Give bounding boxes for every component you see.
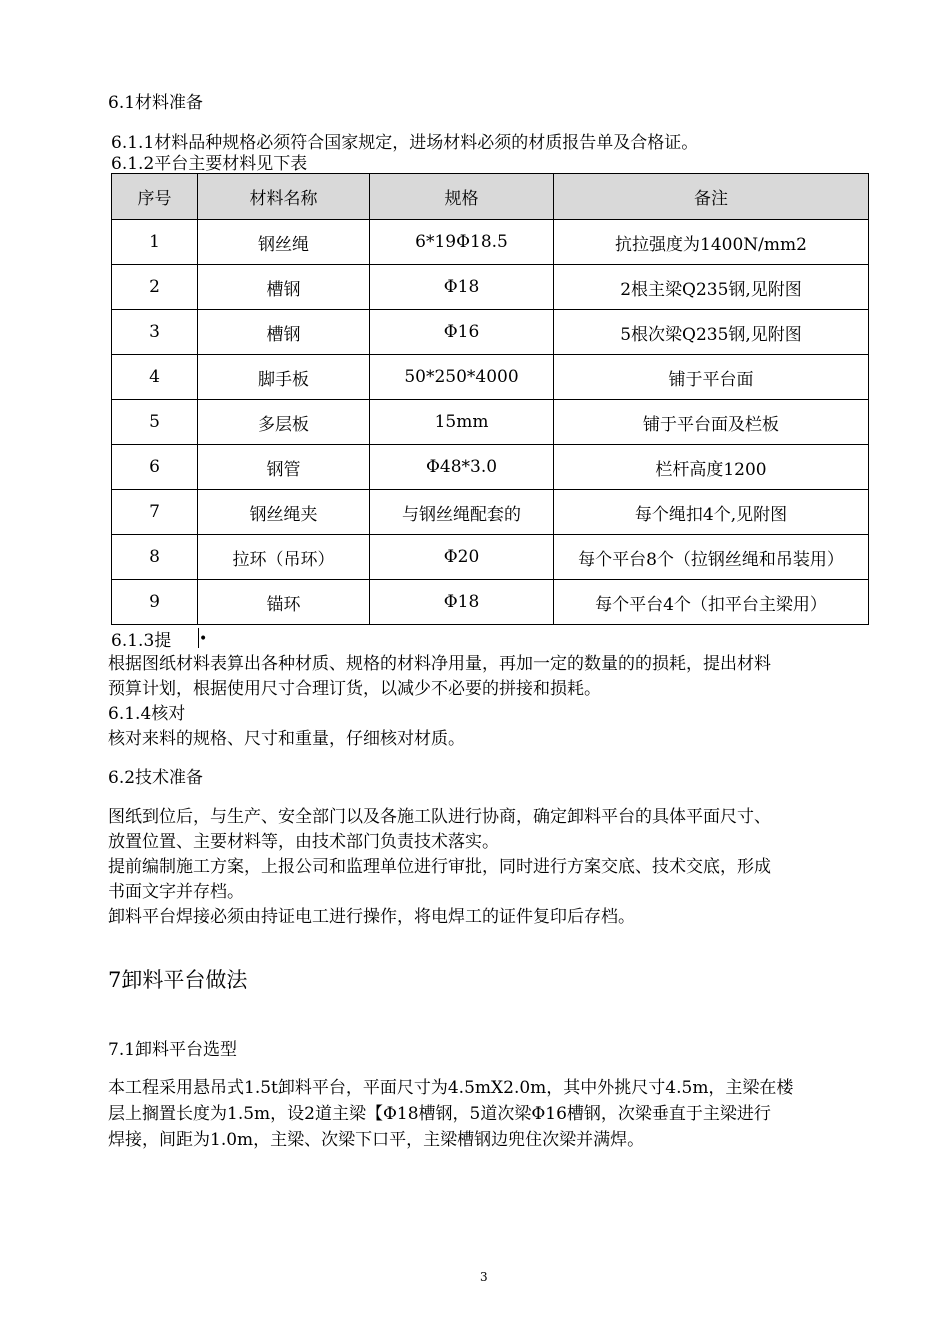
- cell-remark: 5根次梁Q235钢,见附图: [554, 310, 869, 355]
- table-row: [112, 445, 869, 490]
- header-spec: 规格: [370, 174, 554, 220]
- cell-index: 1: [112, 220, 198, 265]
- cell-remark: 每个平台4个（扣平台主梁用）: [554, 580, 869, 625]
- cell-spec: 50*250*4000: [370, 355, 554, 400]
- table-row: [112, 355, 869, 400]
- cell-remark: 每个平台8个（拉钢丝绳和吊装用）: [554, 535, 869, 580]
- cell-index: 7: [112, 490, 198, 535]
- paragraph-7-1-line2: 层上搁置长度为1.5m，设2道主梁【Φ18槽钢，5道次梁Φ16槽钢，次梁垂直于主梁进行: [108, 1104, 771, 1124]
- cell-index: 2: [112, 265, 198, 310]
- paragraph-7-1-line3: 焊接，间距为1.0m，主梁、次梁下口平，主梁槽钢边兜住次梁并满焊。: [108, 1130, 645, 1150]
- cell-index: 3: [112, 310, 198, 355]
- section-7-1-heading: 7.1卸料平台选型: [108, 1040, 238, 1060]
- table-row: [112, 265, 869, 310]
- paragraph-6-1-4: 核对来料的规格、尺寸和重量，仔细核对材质。: [108, 729, 465, 749]
- cell-remark: 抗拉强度为1400N/mm2: [554, 220, 869, 265]
- cell-material: 钢丝绳夹: [198, 490, 370, 535]
- cell-index: 9: [112, 580, 198, 625]
- paragraph-6-1-3-line1: 根据图纸材料表算出各种材质、规格的材料净用量，再加一定的数量的的损耗，提出材料: [108, 654, 771, 674]
- cell-spec: 15mm: [370, 400, 554, 445]
- page-number: 3: [480, 1270, 488, 1284]
- section-6-1-3-heading: 6.1.3提: [111, 631, 172, 651]
- paragraph-6-2-line1: 图纸到位后，与生产、安全部门以及各施工队进行协商，确定卸料平台的具体平面尺寸、: [108, 807, 771, 827]
- cell-remark: 铺于平台面及栏板: [554, 400, 869, 445]
- cell-remark: 栏杆高度1200: [554, 445, 869, 490]
- materials-table: [111, 173, 869, 625]
- table-row: [112, 220, 869, 265]
- cell-material: 槽钢: [198, 310, 370, 355]
- cell-material: 拉环（吊环）: [198, 535, 370, 580]
- cell-spec: 6*19Φ18.5: [370, 220, 554, 265]
- table-row: [112, 535, 869, 580]
- cell-material: 钢管: [198, 445, 370, 490]
- cell-material: 多层板: [198, 400, 370, 445]
- cell-spec: Φ18: [370, 265, 554, 310]
- table-row: [112, 310, 869, 355]
- bullet-marker: •: [199, 631, 208, 647]
- cell-index: 8: [112, 535, 198, 580]
- header-material-name: 材料名称: [198, 174, 370, 220]
- paragraph-6-2-line4: 书面文字并存档。: [108, 882, 244, 902]
- paragraph-6-2-line2: 放置位置、主要材料等，由技术部门负责技术落实。: [108, 832, 499, 852]
- header-index: 序号: [112, 174, 198, 220]
- cell-index: 5: [112, 400, 198, 445]
- cell-spec: 与钢丝绳配套的: [370, 490, 554, 535]
- cell-spec: Φ18: [370, 580, 554, 625]
- section-6-2-heading: 6.2技术准备: [108, 768, 204, 788]
- table-row: [112, 490, 869, 535]
- table-header-row: [112, 174, 869, 220]
- section-7-heading: 7卸料平台做法: [108, 968, 248, 992]
- paragraph-6-1-3-line2: 预算计划，根据使用尺寸合理订货，以减少不必要的拼接和损耗。: [108, 679, 601, 699]
- cell-remark: 每个绳扣4个,见附图: [554, 490, 869, 535]
- table-row: [112, 580, 869, 625]
- table-row: [112, 400, 869, 445]
- cell-material: 锚环: [198, 580, 370, 625]
- paragraph-6-2-line5: 卸料平台焊接必须由持证电工进行操作，将电焊工的证件复印后存档。: [108, 907, 635, 927]
- cell-remark: 2根主梁Q235钢,见附图: [554, 265, 869, 310]
- paragraph-6-1-1: 6.1.1材料品种规格必须符合国家规定，进场材料必须的材质报告单及合格证。: [111, 133, 699, 153]
- paragraph-7-1-line1: 本工程采用悬吊式1.5t卸料平台，平面尺寸为4.5mX2.0m，其中外挑尺寸4.5m，主梁在楼: [108, 1078, 794, 1098]
- cell-material: 脚手板: [198, 355, 370, 400]
- section-6-1-heading: 6.1材料准备: [108, 93, 204, 113]
- cell-spec: Φ20: [370, 535, 554, 580]
- cell-spec: Φ48*3.0: [370, 445, 554, 490]
- section-6-1-4-heading: 6.1.4核对: [108, 704, 186, 724]
- cell-material: 钢丝绳: [198, 220, 370, 265]
- header-remark: 备注: [554, 174, 869, 220]
- cell-index: 6: [112, 445, 198, 490]
- cell-material: 槽钢: [198, 265, 370, 310]
- cell-index: 4: [112, 355, 198, 400]
- cell-remark: 铺于平台面: [554, 355, 869, 400]
- paragraph-6-2-line3: 提前编制施工方案，上报公司和监理单位进行审批，同时进行方案交底、技术交底，形成: [108, 857, 771, 877]
- paragraph-6-1-2: 6.1.2平台主要材料见下表: [111, 154, 308, 174]
- cell-spec: Φ16: [370, 310, 554, 355]
